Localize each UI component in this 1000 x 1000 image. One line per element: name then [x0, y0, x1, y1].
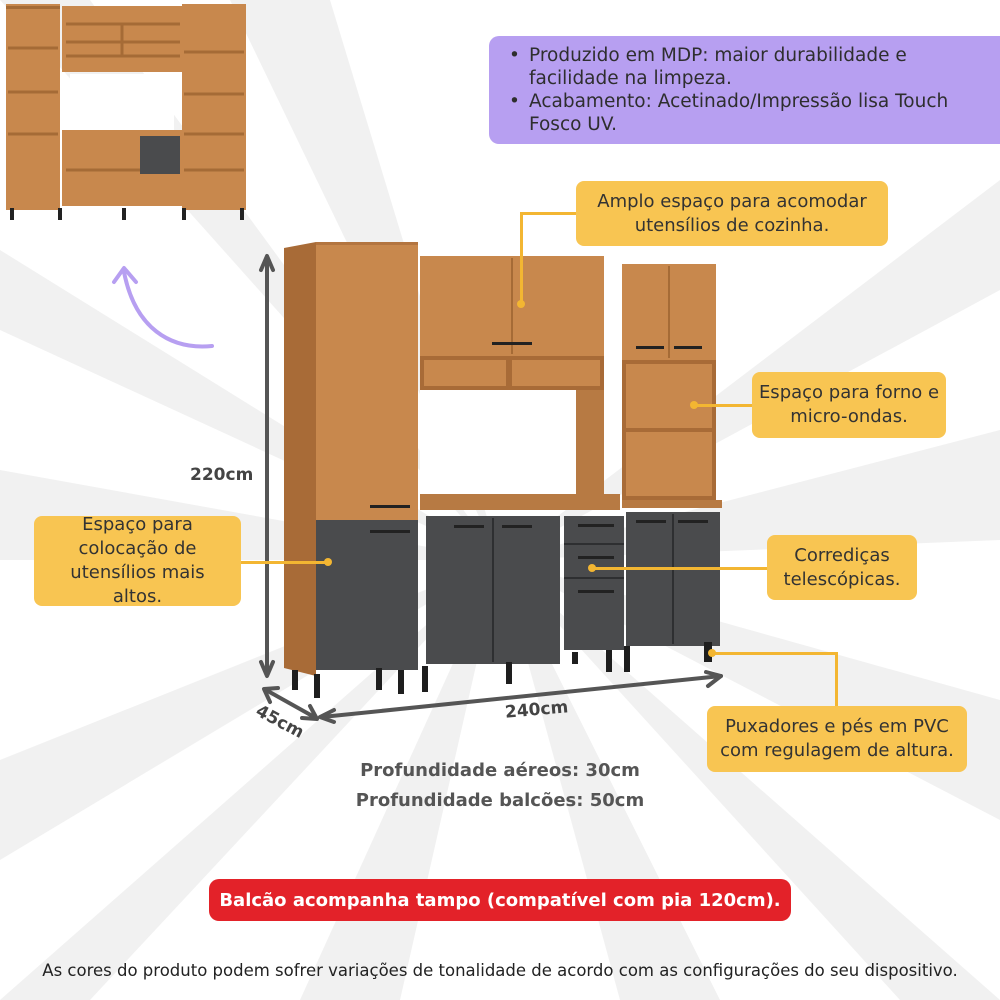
feature-item: • Produzido em MDP: maior durabilidade e facilidade na limpeza.	[503, 44, 986, 90]
width-dimension-label: 240cm	[504, 697, 570, 723]
connector-dot	[708, 649, 716, 657]
base-depth-label: Profundidade balcões: 50cm	[355, 790, 645, 811]
connector-line	[694, 404, 754, 407]
depth-dimension-label: 45cm	[252, 701, 308, 743]
connector-line	[520, 212, 578, 215]
upper-depth-label: Profundidade aéreos: 30cm	[360, 760, 640, 781]
connector-dot	[588, 564, 596, 572]
callout-upper-space: Amplo espaço para acomodar utensílios de cozinha.	[576, 181, 888, 246]
callout-handles: Puxadores e pés em PVC com regulagem de altura.	[707, 706, 967, 772]
callout-slides: Corrediças telescópicas.	[767, 535, 917, 600]
connector-line	[240, 561, 328, 564]
connector-dot	[517, 300, 525, 308]
connector-line	[835, 652, 838, 708]
connector-dot	[324, 558, 332, 566]
countertop-notice: Balcão acompanha tampo (compatível com pia 120cm).	[209, 879, 791, 921]
connector-line	[592, 567, 768, 570]
feature-item: • Acabamento: Acetinado/Impressão lisa Touch Fosco UV.	[503, 90, 986, 136]
connector-dot	[690, 401, 698, 409]
color-disclaimer: As cores do produto podem sofrer variações de tonalidade de acordo com as configurações do seu dispositivo.	[42, 961, 958, 980]
callout-oven-space: Espaço para forno e micro-ondas.	[752, 372, 946, 438]
callout-tall-space: Espaço para colocação de utensílios mais altos.	[34, 516, 241, 606]
connector-line	[520, 212, 523, 306]
height-dimension-label: 220cm	[190, 465, 254, 485]
connector-line	[712, 652, 838, 655]
